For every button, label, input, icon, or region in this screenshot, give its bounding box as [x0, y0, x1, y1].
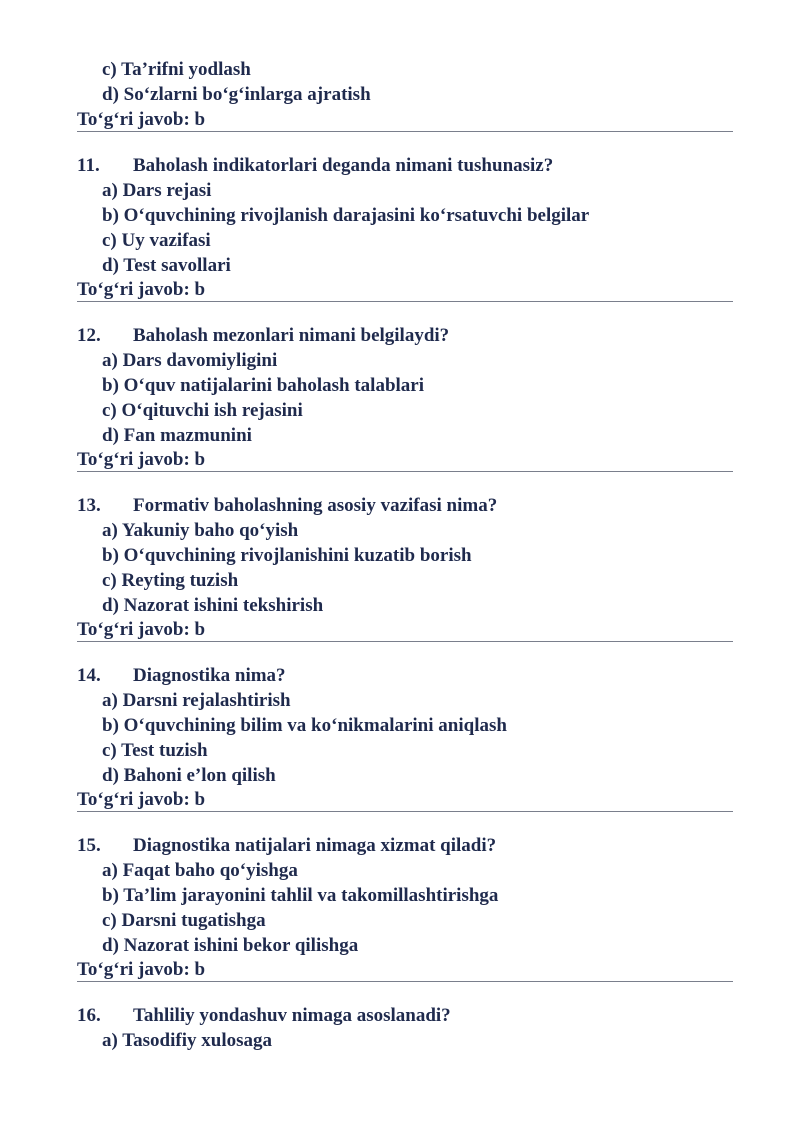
correct-answer: To‘g‘ri javob: b — [77, 109, 206, 130]
option-a: a) Dars davomiyligini — [102, 350, 278, 371]
question-text: Diagnostika nima? — [133, 665, 286, 686]
divider — [77, 131, 733, 132]
option-d: d) Nazorat ishini tekshirish — [102, 595, 324, 616]
question-number: 14. — [77, 665, 101, 686]
divider — [77, 301, 733, 302]
option-b: b) O‘quvchining bilim va ko‘nikmalarini aniqlash — [102, 715, 507, 736]
correct-answer: To‘g‘ri javob: b — [77, 619, 206, 640]
option-a: a) Tasodifiy xulosaga — [102, 1030, 272, 1051]
divider — [77, 981, 733, 982]
option-c: c) Test tuzish — [102, 740, 208, 761]
option-b: b) Ta’lim jarayonini tahlil va takomillashtirishga — [102, 885, 499, 906]
correct-answer: To‘g‘ri javob: b — [77, 449, 206, 470]
question-text: Tahliliy yondashuv nimaga asoslanadi? — [133, 1005, 451, 1026]
option-b: b) O‘quvchining rivojlanishini kuzatib borish — [102, 545, 472, 566]
option-a: a) Yakuniy baho qo‘yish — [102, 520, 299, 541]
option-b: b) O‘quv natijalarini baholash talablari — [102, 375, 425, 396]
option-c: c) Reyting tuzish — [102, 570, 239, 591]
option-c: c) Ta’rifni yodlash — [102, 59, 251, 80]
divider — [77, 641, 733, 642]
question-number: 11. — [77, 155, 100, 176]
option-a: a) Faqat baho qo‘yishga — [102, 860, 298, 881]
question-text: Diagnostika natijalari nimaga xizmat qiladi? — [133, 835, 497, 856]
question-number: 12. — [77, 325, 101, 346]
question-number: 15. — [77, 835, 101, 856]
divider — [77, 811, 733, 812]
correct-answer: To‘g‘ri javob: b — [77, 789, 206, 810]
option-c: c) Uy vazifasi — [102, 230, 211, 251]
option-d: d) Bahoni e’lon qilish — [102, 765, 276, 786]
question-number: 13. — [77, 495, 101, 516]
option-a: a) Dars rejasi — [102, 180, 212, 201]
question-number: 16. — [77, 1005, 101, 1026]
divider — [77, 471, 733, 472]
option-c: c) Darsni tugatishga — [102, 910, 266, 931]
option-d: d) Fan mazmunini — [102, 425, 252, 446]
option-c: c) O‘qituvchi ish rejasini — [102, 400, 303, 421]
question-text: Baholash mezonlari nimani belgilaydi? — [133, 325, 450, 346]
option-d: d) Test savollari — [102, 255, 231, 276]
question-text: Formativ baholashning asosiy vazifasi nima? — [133, 495, 498, 516]
option-a: a) Darsni rejalashtirish — [102, 690, 291, 711]
option-d: d) So‘zlarni bo‘g‘inlarga ajratish — [102, 84, 371, 105]
option-d: d) Nazorat ishini bekor qilishga — [102, 935, 359, 956]
correct-answer: To‘g‘ri javob: b — [77, 279, 206, 300]
question-text: Baholash indikatorlari deganda nimani tushunasiz? — [133, 155, 554, 176]
option-b: b) O‘quvchining rivojlanish darajasini ko‘rsatuvchi belgilar — [102, 205, 590, 226]
correct-answer: To‘g‘ri javob: b — [77, 959, 206, 980]
